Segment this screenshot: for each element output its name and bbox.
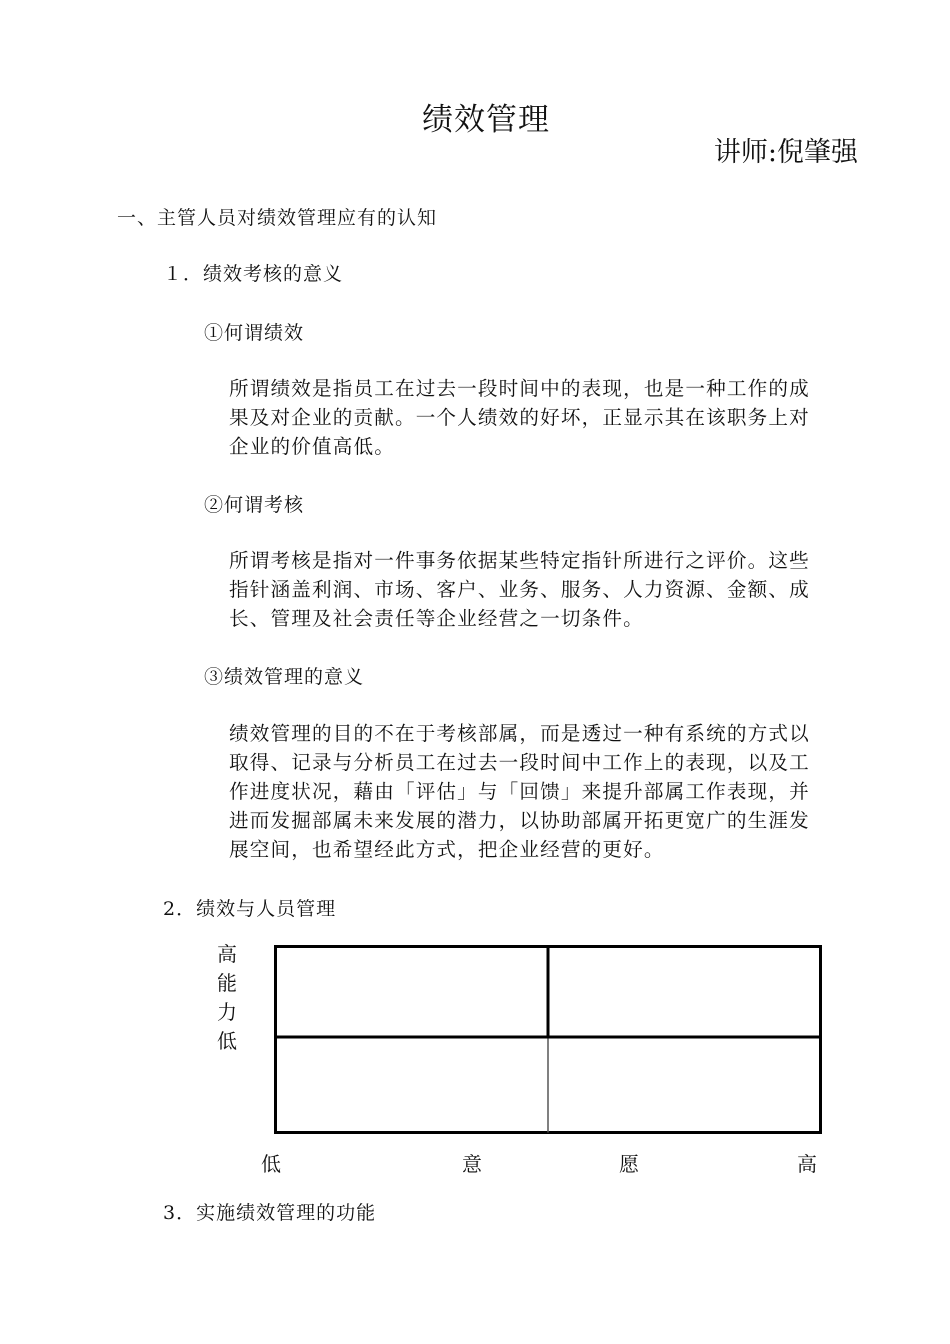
paragraph-line: 展空间，也希望经此方式，把企业经营的更好。 [229, 838, 665, 861]
ability-willingness-matrix [274, 945, 822, 1134]
paragraph-line: 所谓考核是指对一件事务依据某些特定指针所进行之评价。这些 [229, 549, 810, 572]
item-heading-1: １．绩效考核的意义 [163, 263, 344, 285]
x-axis-high: 高 [797, 1152, 817, 1176]
paragraph-line: 作进度状况，藉由「评估」与「回馈」来提升部属工作表现，并 [229, 780, 810, 803]
y-axis-char: 低 [217, 1029, 237, 1053]
paragraph-line: 进而发掘部属未来发展的潜力，以协助部属开拓更宽广的生涯发 [229, 809, 810, 832]
paragraph-appraisal [229, 546, 855, 633]
sub-heading-management-meaning: ③绩效管理的意义 [204, 666, 365, 688]
sub-heading-appraisal: ②何谓考核 [204, 494, 305, 516]
document-title: 绩效管理 [422, 102, 550, 138]
matrix-y-axis-label [217, 940, 241, 1056]
paragraph-line: 绩效管理的目的不在于考核部属，而是透过一种有系统的方式以 [229, 722, 810, 745]
y-axis-char: 能 [217, 971, 237, 995]
y-axis-char: 力 [217, 1000, 237, 1024]
y-axis-char: 高 [217, 942, 237, 966]
paragraph-line: 所谓绩效是指员工在过去一段时间中的表现，也是一种工作的成 [229, 377, 810, 400]
paragraph-line: 取得、记录与分析员工在过去一段时间中工作上的表现，以及工 [229, 751, 810, 774]
x-axis-char-yi: 意 [462, 1152, 482, 1176]
paragraph-performance [229, 374, 855, 461]
x-axis-low: 低 [261, 1152, 281, 1176]
sub-heading-performance: ①何谓绩效 [204, 322, 305, 344]
paragraph-line: 指针涵盖利润、市场、客户、业务、服务、人力资源、金额、成 [229, 578, 810, 601]
paragraph-line: 长、管理及社会责任等企业经营之一切条件。 [229, 607, 644, 630]
item-heading-3: 3．实施绩效管理的功能 [163, 1202, 377, 1224]
item-heading-2: 2．绩效与人员管理 [163, 898, 337, 920]
paragraph-line: 果及对企业的贡献。一个人绩效的好坏，正显示其在该职务上对 [229, 406, 810, 429]
paragraph-line: 企业的价值高低。 [229, 435, 395, 458]
section-heading-1: 一、主管人员对绩效管理应有的认知 [117, 207, 438, 229]
x-axis-char-yuan: 愿 [619, 1152, 639, 1176]
lecturer-name: 讲师:倪肇强 [713, 137, 858, 168]
paragraph-management-meaning [229, 719, 855, 864]
matrix-grid [274, 945, 822, 1134]
